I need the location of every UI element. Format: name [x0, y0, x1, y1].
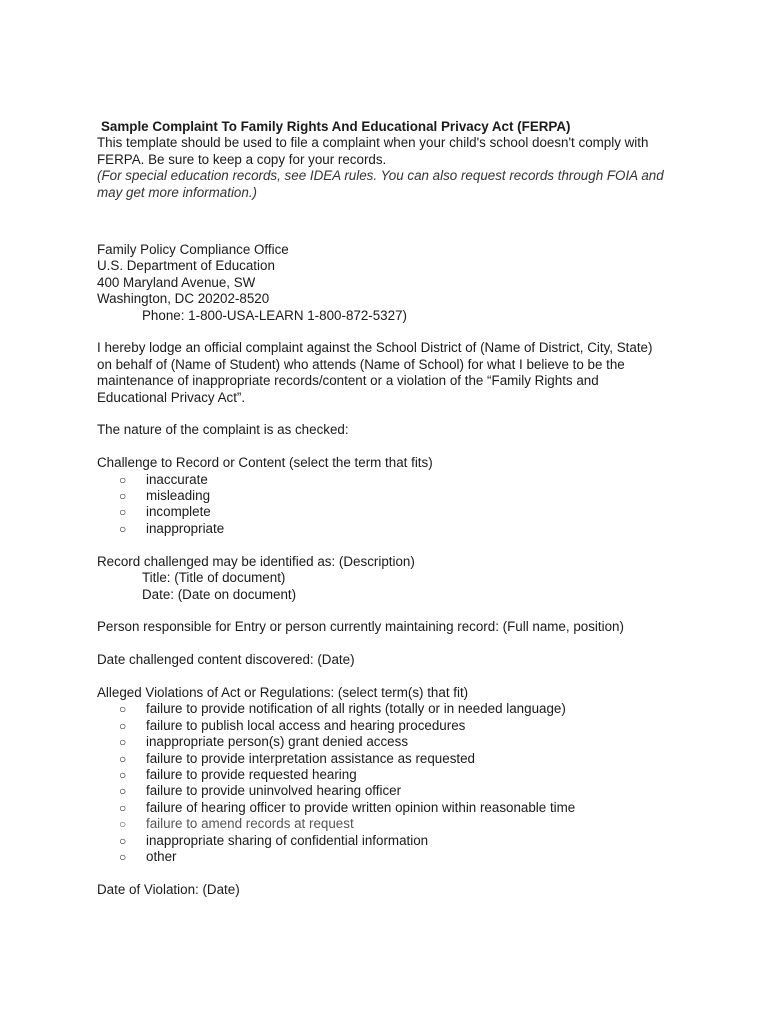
violation-option-label: failure to provide uninvolved hearing officer: [146, 783, 402, 799]
circle-bullet-icon: ○: [119, 702, 127, 717]
spacer: [97, 406, 667, 422]
address-phone: Phone: 1-800-USA-LEARN 1-800-872-5327): [142, 307, 407, 323]
date-discovered: Date challenged content discovered: (Date): [97, 652, 355, 668]
violation-option-label: failure to provide notification of all rights (totally or in needed language): [146, 701, 566, 717]
record-date: Date: (Date on document): [142, 586, 297, 602]
circle-bullet-icon: ○: [119, 817, 127, 832]
challenge-option-label: inappropriate: [146, 520, 225, 536]
intro-text: This template should be used to file a complaint when your child's school doesn't comply with FERPA. Be sure to keep a copy for your records.: [97, 135, 649, 167]
violation-option-label: inappropriate sharing of confidential information: [146, 832, 429, 848]
circle-bullet-icon: ○: [119, 849, 127, 864]
violation-options-list: [97, 701, 667, 865]
circle-bullet-icon: ○: [119, 751, 127, 766]
date-of-violation: Date of Violation: (Date): [97, 881, 240, 897]
record-heading: Record challenged may be identified as: (Description): [97, 553, 415, 569]
spacer: [97, 537, 667, 553]
violation-option: [97, 767, 667, 783]
circle-bullet-icon: ○: [119, 718, 127, 733]
violation-option-label: other: [146, 848, 177, 864]
violation-option-label: inappropriate person(s) grant denied access: [146, 734, 409, 750]
address-line-4: Washington, DC 20202-8520: [97, 291, 270, 307]
violation-option: [97, 816, 667, 832]
spacer: [97, 636, 667, 652]
challenge-option: [97, 488, 667, 504]
spacer: [97, 324, 667, 340]
violation-option: [97, 783, 667, 799]
circle-bullet-icon: ○: [119, 833, 127, 848]
address-line-1: Family Policy Compliance Office: [97, 242, 289, 258]
circle-bullet-icon: ○: [119, 735, 127, 750]
document-page: [97, 119, 667, 898]
spacer: [97, 865, 667, 881]
violation-option: [97, 701, 667, 717]
challenge-option-label: misleading: [146, 488, 211, 504]
person-responsible: Person responsible for Entry or person currently maintaining record: (Full name, position): [97, 619, 624, 635]
violation-option: [97, 734, 667, 750]
violation-option: [97, 833, 667, 849]
violation-option-label: failure to provide requested hearing: [146, 766, 357, 782]
challenge-heading: Challenge to Record or Content (select the term that fits): [97, 455, 433, 471]
violation-option-label: failure of hearing officer to provide written opinion within reasonable time: [146, 799, 576, 815]
violation-option: [97, 718, 667, 734]
circle-bullet-icon: ○: [119, 521, 127, 536]
note-text: (For special education records, see IDEA rules. You can also request records through FOIA and may get more information.): [97, 168, 664, 200]
violations-heading: Alleged Violations of Act or Regulations: (select term(s) that fit): [97, 684, 469, 700]
document-title: Sample Complaint To Family Rights And Educational Privacy Act (FERPA): [101, 119, 571, 134]
spacer: [97, 603, 667, 619]
violation-option-label: failure to publish local access and hearing procedures: [146, 717, 466, 733]
circle-bullet-icon: ○: [119, 505, 127, 520]
challenge-options-list: [97, 472, 667, 538]
violation-option-label: failure to amend records at request: [146, 816, 354, 832]
spacer: [97, 201, 667, 242]
complaint-statement: I hereby lodge an official complaint against the School District of (Name of District, City, State) on behalf of (Name of Student) who attends (Name of School) for what I believe to be the maintenance of inappropriate records/content or a violation of the “Family Rights and Educational Privacy Act”.: [97, 340, 653, 405]
spacer: [97, 669, 667, 685]
violation-option: [97, 751, 667, 767]
address-line-3: 400 Maryland Avenue, SW: [97, 274, 256, 290]
recipient-address: [97, 242, 667, 324]
circle-bullet-icon: ○: [119, 784, 127, 799]
spacer: [97, 439, 667, 455]
circle-bullet-icon: ○: [119, 489, 127, 504]
circle-bullet-icon: ○: [119, 767, 127, 782]
violation-option: [97, 849, 667, 865]
circle-bullet-icon: ○: [119, 472, 127, 487]
circle-bullet-icon: ○: [119, 800, 127, 815]
challenge-option: [97, 521, 667, 537]
record-title: Title: (Title of document): [142, 570, 286, 586]
nature-heading: The nature of the complaint is as checked:: [97, 422, 349, 438]
violation-option-label: failure to provide interpretation assistance as requested: [146, 750, 476, 766]
challenge-option-label: inaccurate: [146, 471, 208, 487]
address-line-2: U.S. Department of Education: [97, 258, 275, 274]
violation-option: [97, 800, 667, 816]
challenge-option: [97, 504, 667, 520]
challenge-option: [97, 472, 667, 488]
challenge-option-label: incomplete: [146, 504, 211, 520]
